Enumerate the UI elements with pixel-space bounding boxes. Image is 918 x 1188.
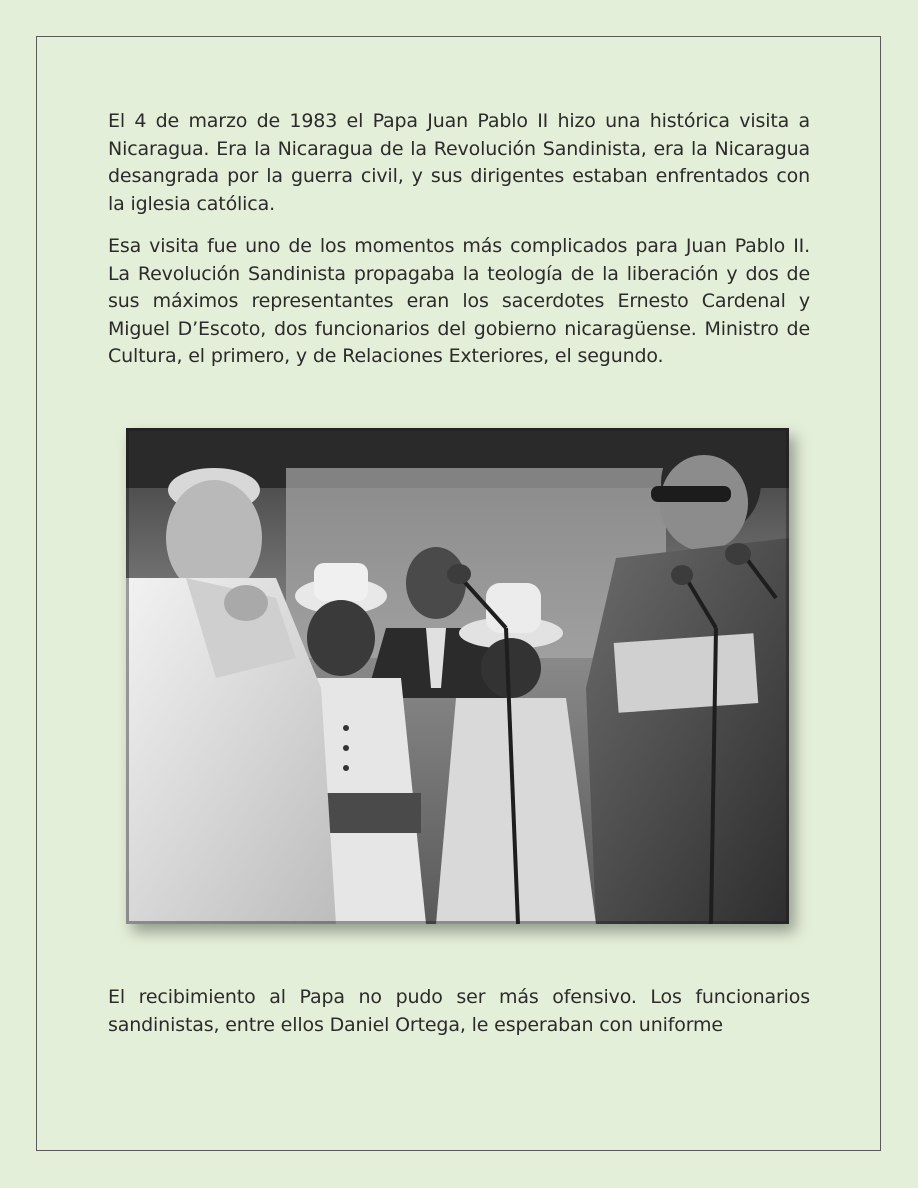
paragraph-reception: El recibimiento al Papa no pudo ser más ofensivo. Los funcionarios sandinistas, entre ellos Daniel Ortega, le esperaban con uniforme xyxy=(108,986,810,1036)
photo-illustration xyxy=(126,428,789,924)
historical-photo xyxy=(126,428,789,924)
paragraph-visit: Esa visita fue uno de los momentos más complicados para Juan Pablo II. La Revolución Sandinista propagaba la teología de la liberación y dos de sus máximos representantes eran los sacerdotes Ernesto Cardenal y Miguel D’Escoto, dos funcionarios del gobierno nicaragüense. Ministro de Cultura, el primero, y de Relaciones Exteriores, el segundo. xyxy=(108,235,810,367)
paragraph-intro: El 4 de marzo de 1983 el Papa Juan Pablo II hizo una histórica visita a Nicaragua. Era la Nicaragua de la Revolución Sandinista, era la Nicaragua desangrada por la guerra civil, y sus dirigentes estaban enfrentados con la iglesia católica. xyxy=(108,110,810,215)
